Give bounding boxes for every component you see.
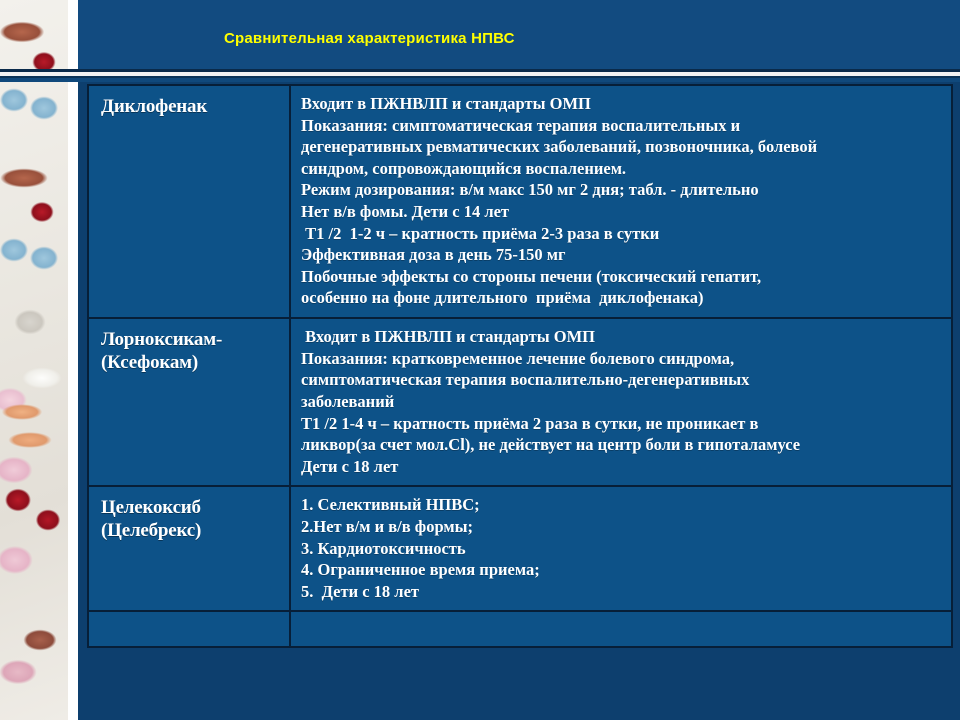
drug-detail-line: Показания: симптоматическая терапия воспалительных и xyxy=(301,115,741,135)
drug-detail-line: 2.Нет в/м и в/в формы; xyxy=(301,516,473,536)
drug-name-line: Целекоксиб xyxy=(101,497,201,519)
drug-detail-line: ликвор(за счет мол.Cl), не действует на центр боли в гипоталамусе xyxy=(301,435,801,455)
drug-detail-line: Показания: кратковременное лечение болевого синдрома, xyxy=(301,348,735,368)
drug-detail-line: Входит в ПЖНВЛП и стандарты ОМП xyxy=(301,327,595,347)
drug-detail-line: Дети с 18 лет xyxy=(301,456,399,476)
drug-detail-cell xyxy=(290,85,952,318)
drug-name-line: Лорноксикам- xyxy=(101,329,223,351)
pills-photograph xyxy=(0,0,78,720)
drug-detail-line: Нет в/в фомы. Дети с 14 лет xyxy=(301,202,510,222)
drug-detail-cell xyxy=(290,486,952,611)
drug-detail-line: 3. Кардиотоксичность xyxy=(301,538,466,558)
drug-name-cell xyxy=(88,318,290,486)
drug-name-line: Диклофенак xyxy=(101,96,208,117)
drug-name-cell xyxy=(88,486,290,611)
table-row xyxy=(88,85,952,318)
drug-detail-line: дегенеративных ревматических заболеваний, позвоночника, болевой xyxy=(301,137,818,157)
drug-name-cell xyxy=(88,85,290,318)
drug-name-line: (Ксефокам) xyxy=(101,351,199,373)
header-band xyxy=(78,0,960,69)
table-filler-row xyxy=(88,611,952,647)
drug-detail-line: 1. Селективный НПВС; xyxy=(301,495,480,515)
page-title: Сравнительная характеристика НПВС xyxy=(224,30,515,47)
drug-detail-line: заболеваний xyxy=(301,391,395,411)
filler-cell-right xyxy=(290,611,952,647)
nsaid-comparison-table xyxy=(87,84,953,648)
drug-detail-line: синдром, сопровождающийся воспалением. xyxy=(301,158,627,178)
drug-detail-line: Режим дозирования: в/м макс 150 мг 2 дня; табл. - длительно xyxy=(301,180,759,200)
drug-detail-cell xyxy=(290,318,952,486)
filler-cell-left xyxy=(88,611,290,647)
table-row xyxy=(88,318,952,486)
pills-photograph-image xyxy=(0,0,68,720)
drug-detail-line: Побочные эффекты со стороны печени (токсический гепатит, xyxy=(301,266,762,286)
divider-rule-blue xyxy=(0,78,960,82)
drug-detail-line: Входит в ПЖНВЛП и стандарты ОМП xyxy=(301,94,591,113)
drug-detail-line: Т1 /2 1-4 ч – кратность приёма 2 раза в сутки, не проникает в xyxy=(301,413,759,433)
drug-detail-line: 4. Ограниченное время приема; xyxy=(301,560,540,580)
drug-name-line: (Целебрекс) xyxy=(101,520,202,542)
drug-detail-line: симптоматическая терапия воспалительно-дегенеративных xyxy=(301,370,750,390)
drug-detail-line: особенно на фоне длительного приёма диклофенака) xyxy=(301,288,704,308)
drug-detail-line: 5. Дети с 18 лет xyxy=(301,581,419,601)
drug-detail-line: Т1 /2 1-2 ч – кратность приёма 2-3 раза в сутки xyxy=(301,223,660,243)
table-row xyxy=(88,486,952,611)
drug-detail-line: Эффективная доза в день 75-150 мг xyxy=(301,245,566,265)
